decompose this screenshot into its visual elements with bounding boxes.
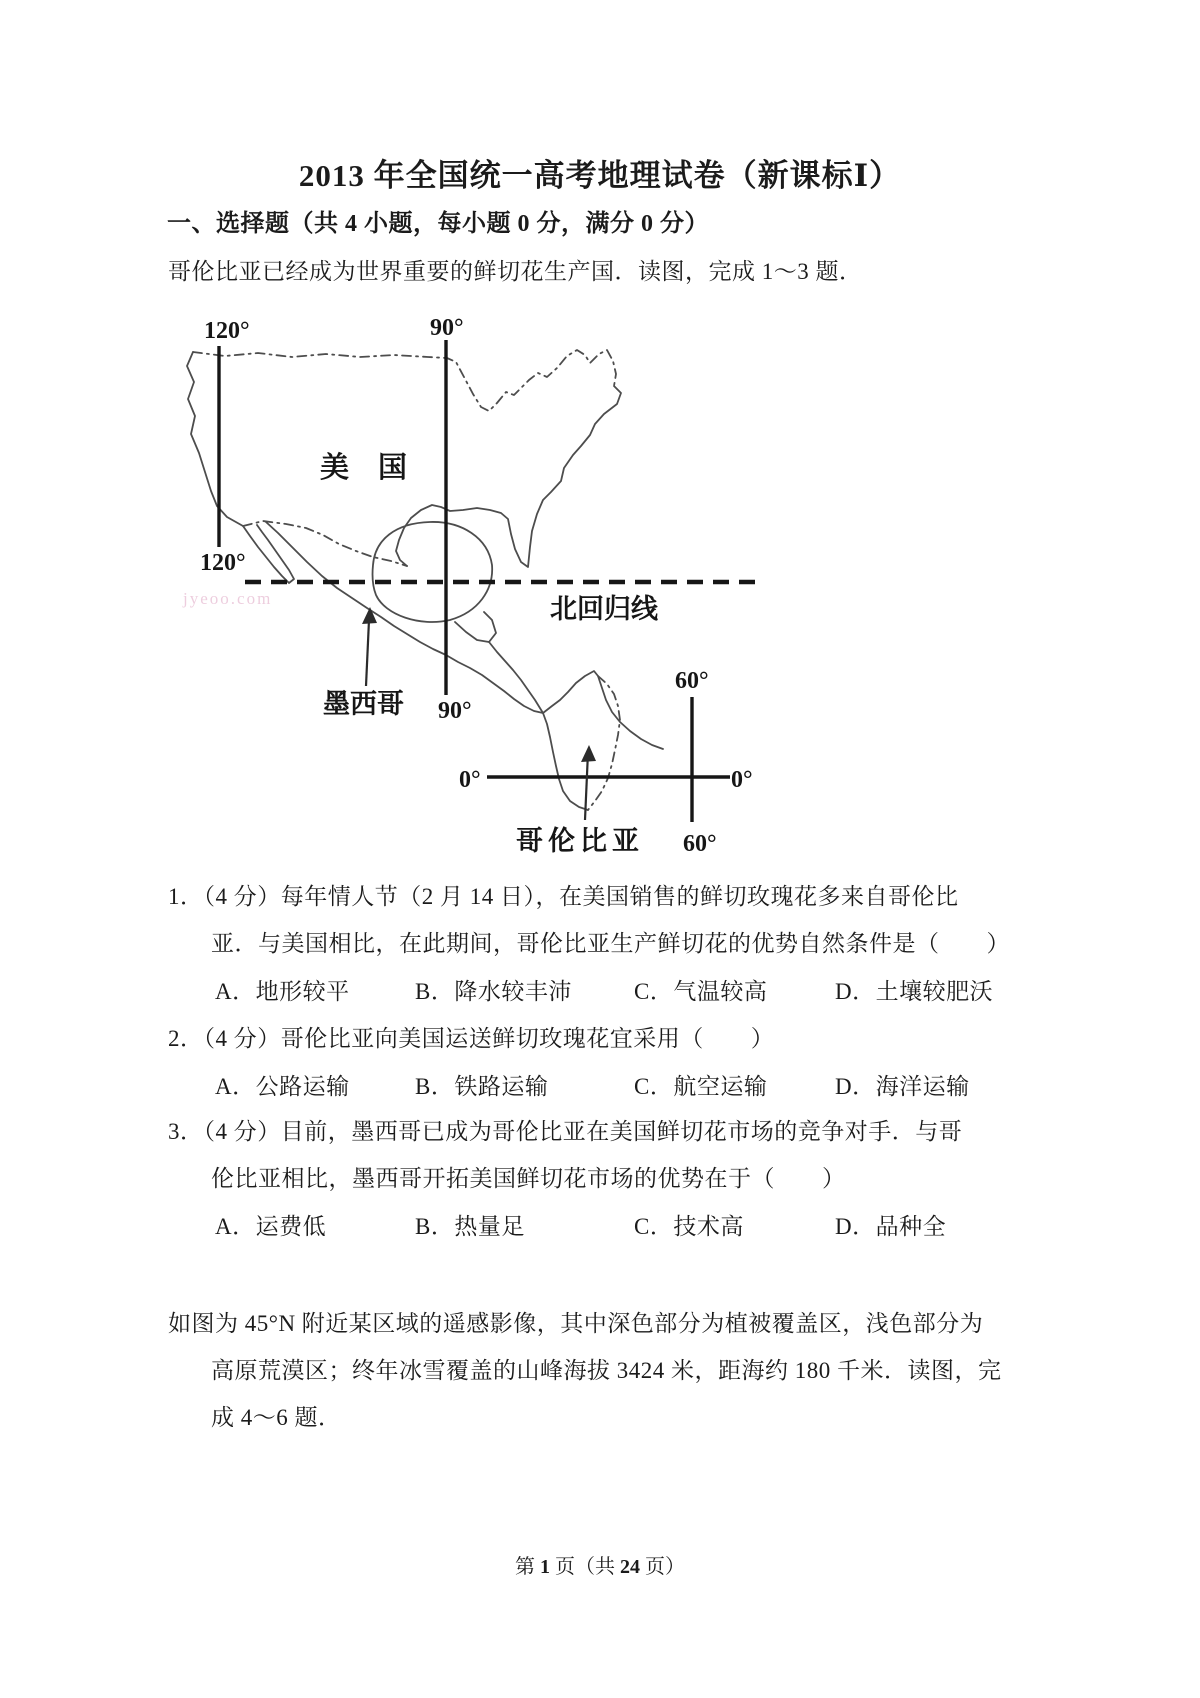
question-2-option-d: D．海洋运输 <box>835 1074 970 1099</box>
passage-line-2: 高原荒漠区；终年冰雪覆盖的山峰海拔 3424 米，距海约 180 千米．读图，完 <box>211 1358 1002 1383</box>
label-120-left: 120° <box>200 550 246 576</box>
question-3-option-d: D．品种全 <box>835 1214 947 1239</box>
question-3-options <box>215 1208 946 1241</box>
page-title: 2013 年全国统一高考地理试卷（新课标Ⅰ） <box>298 158 902 193</box>
usa-canada-border <box>193 350 616 411</box>
label-60-bottom: 60° <box>683 831 717 857</box>
footer-suffix: 页） <box>640 1556 685 1578</box>
label-tropic-of-cancer: 北回归线 <box>550 594 658 624</box>
page-footer <box>0 1550 1200 1579</box>
passage-line-3: 成 4～6 题． <box>211 1405 342 1430</box>
label-60-top: 60° <box>675 668 709 694</box>
question-2-option-c: C．航空运输 <box>634 1074 768 1099</box>
question-3-option-c: C．技术高 <box>634 1214 744 1239</box>
question-2-option-b: B．铁路运输 <box>415 1074 549 1099</box>
south-america-north-coast <box>543 671 663 749</box>
colombia-arrowhead-icon <box>581 745 596 762</box>
question-1-option-b: B．降水较丰沛 <box>415 979 572 1004</box>
label-120-top: 120° <box>204 318 250 344</box>
watermark-text: jyeoo.com <box>183 589 273 608</box>
usa-west-coast <box>187 352 243 526</box>
question-2-option-a: A．公路运输 <box>215 1074 350 1099</box>
central-america-east-coast <box>489 642 543 713</box>
gulf-of-mexico <box>372 522 492 622</box>
question-1-option-c: C．气温较高 <box>634 979 768 1004</box>
label-colombia: 哥伦比亚 <box>516 826 644 856</box>
label-90-bottom: 90° <box>438 698 472 724</box>
passage-line-1: 如图为 45°N 附近某区域的遥感影像，其中深色部分为植被覆盖区，浅色部分为 <box>168 1311 984 1336</box>
section-heading: 一、选择题（共 4 小题，每小题 0 分，满分 0 分） <box>167 211 709 237</box>
mexico-arrow <box>366 620 369 686</box>
label-usa: 美 国 <box>320 452 408 484</box>
footer-total-pages: 24 <box>620 1556 640 1578</box>
question-1-options <box>215 973 993 1006</box>
baja-peninsula <box>243 525 294 583</box>
label-equator-right: 0° <box>731 767 753 793</box>
question-2-line-1: 2．（4 分）哥伦比亚向美国运送鲜切玫瑰花宜采用（ ） <box>168 1026 775 1051</box>
label-90-top: 90° <box>430 315 464 341</box>
footer-prefix: 第 <box>515 1556 540 1578</box>
question-1-line-2: 亚．与美国相比，在此期间，哥伦比亚生产鲜切花的优势自然条件是（ ） <box>211 931 1010 956</box>
usa-east-coast <box>396 386 621 567</box>
question-3-option-a: A．运费低 <box>215 1214 327 1239</box>
mexico-arrowhead-icon <box>362 607 377 624</box>
label-equator-left: 0° <box>459 767 481 793</box>
question-2-options <box>215 1068 970 1101</box>
intro-text: 哥伦比亚已经成为世界重要的鲜切花生产国．读图，完成 1～3 题． <box>168 259 863 284</box>
question-1-option-d: D．土壤较肥沃 <box>835 979 994 1004</box>
question-1-line-1: 1．（4 分）每年情人节（2 月 14 日），在美国销售的鲜切玫瑰花多来自哥伦比 <box>168 884 959 909</box>
footer-page-number: 1 <box>540 1556 550 1578</box>
label-mexico: 墨西哥 <box>323 689 404 719</box>
question-3-option-b: B．热量足 <box>415 1214 525 1239</box>
question-3-line-1: 3．（4 分）目前，墨西哥已成为哥伦比亚在美国鲜切花市场的竞争对手．与哥 <box>168 1119 963 1144</box>
question-1-option-a: A．地形较平 <box>215 979 350 1004</box>
map-figure <box>155 285 800 865</box>
question-3-line-2: 伦比亚相比，墨西哥开拓美国鲜切花市场的优势在于（ ） <box>211 1166 846 1191</box>
footer-middle: 页（共 <box>550 1556 620 1578</box>
